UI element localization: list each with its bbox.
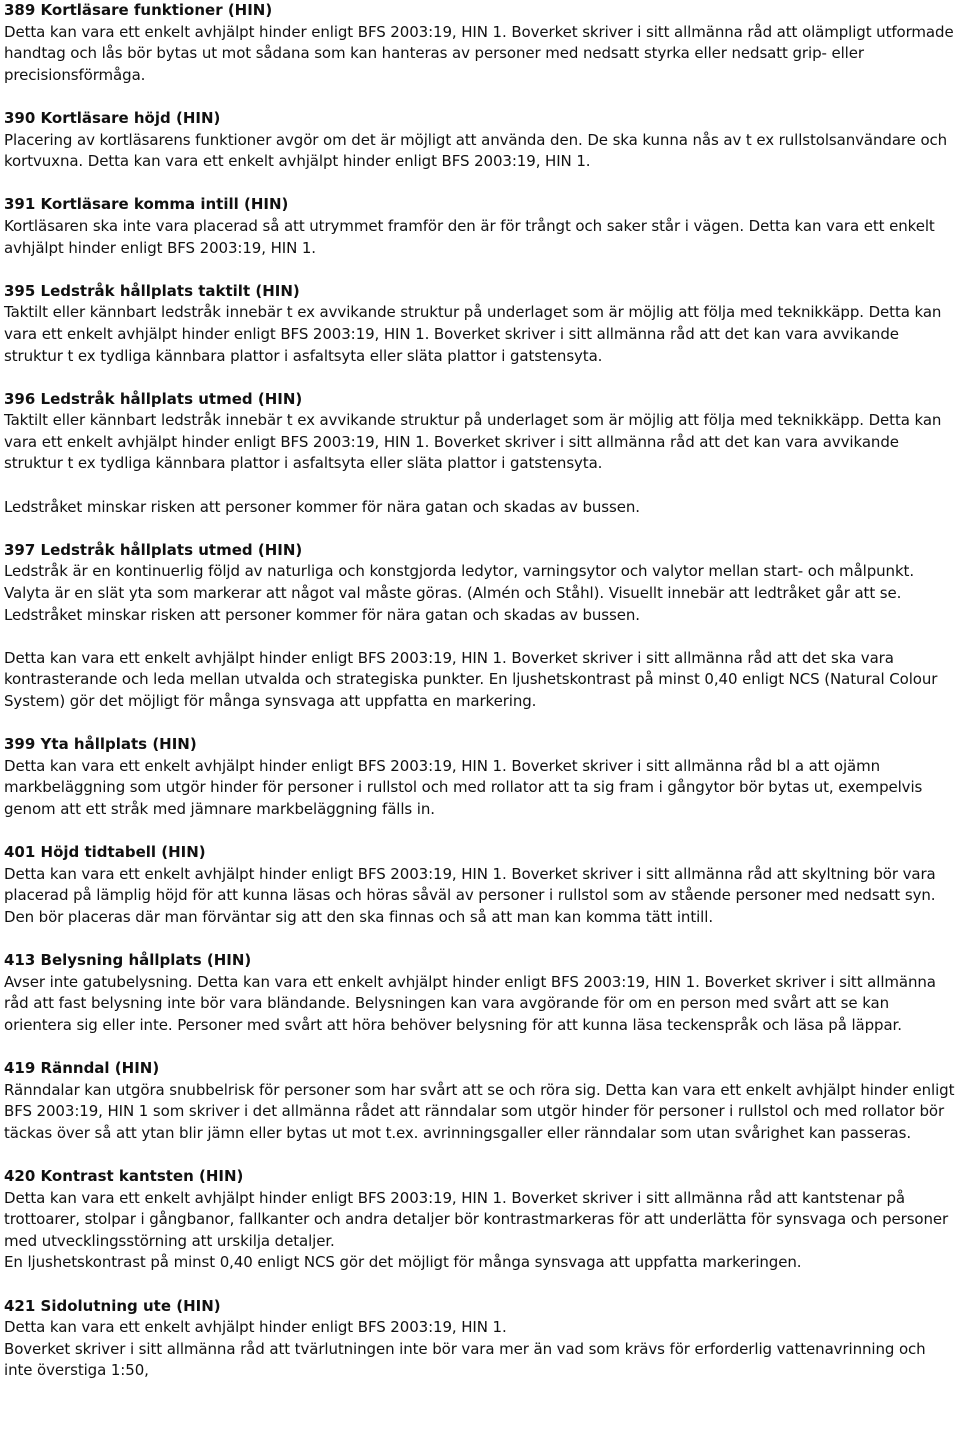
section-heading: 399 Yta hållplats (HIN) <box>4 735 197 754</box>
section-413 <box>4 950 956 1036</box>
section-gap <box>4 1037 956 1059</box>
section-paragraph: Ledstråket minskar risken att personer kommer för nära gatan och skadas av bussen. <box>4 605 640 624</box>
section-390 <box>4 108 956 173</box>
section-heading: 421 Sidolutning ute (HIN) <box>4 1296 221 1315</box>
section-396 <box>4 389 956 519</box>
section-419 <box>4 1058 956 1144</box>
section-gap <box>4 367 956 389</box>
section-heading: 391 Kortläsare komma intill (HIN) <box>4 195 289 214</box>
section-paragraph: Taktilt eller kännbart ledstråk innebär t ex avvikande struktur på underlaget som är möjlig att följa med teknikkäpp. Detta kan vara ett enkelt avhjälpt hinder enligt BFS 2003:19, HIN 1. Boverket skriver i sitt allmänna råd att det kan vara avvikande struktur t ex tydliga kännbara plattor i asfaltsyta eller släta plattor i gatstensyta. <box>4 303 942 365</box>
section-paragraph: Taktilt eller kännbart ledstråk innebär t ex avvikande struktur på underlaget som är möjlig att följa med teknikkäpp. Detta kan vara ett enkelt avhjälpt hinder enligt BFS 2003:19, HIN 1. Boverket skriver i sitt allmänna råd att det kan vara avvikande struktur t ex tydliga kännbara plattor i asfaltsyta eller släta plattor i gatstensyta. <box>4 411 942 473</box>
section-gap <box>4 821 956 843</box>
section-gap <box>4 929 956 951</box>
section-gap <box>4 259 956 281</box>
section-paragraph: Detta kan vara ett enkelt avhjälpt hinder enligt BFS 2003:19, HIN 1. Boverket skriver i sitt allmänna råd att det ska vara kontrasterande och leda mellan utvalda och strategiska punkter. En ljushetskontrast på minst 0,40 enligt NCS (Natural Colour System) gör det möjligt för många synsvaga att uppfatta en markering. <box>4 648 938 710</box>
section-paragraph: Detta kan vara ett enkelt avhjälpt hinder enligt BFS 2003:19, HIN 1. Boverket skriver i sitt allmänna råd att skyltning bör vara placerad på lämplig höjd för att kunna läsas och höras såväl av personer i rullstol som av stående personer med nedsatt syn. Den bör placeras där man förväntar sig att den ska finnas och så att man kan komma tätt intill. <box>4 864 936 926</box>
section-heading: 413 Belysning hållplats (HIN) <box>4 951 252 970</box>
section-399 <box>4 734 956 820</box>
section-gap <box>4 1144 956 1166</box>
section-gap <box>4 713 956 735</box>
section-gap <box>4 86 956 108</box>
section-paragraph: Kortläsaren ska inte vara placerad så att utrymmet framför den är för trångt och saker står i vägen. Detta kan vara ett enkelt avhjälpt hinder enligt BFS 2003:19, HIN 1. <box>4 216 935 257</box>
section-395 <box>4 281 956 367</box>
section-paragraph: Detta kan vara ett enkelt avhjälpt hinder enligt BFS 2003:19, HIN 1. <box>4 1318 507 1337</box>
section-paragraph: Detta kan vara ett enkelt avhjälpt hinder enligt BFS 2003:19, HIN 1. Boverket skriver i sitt allmänna råd bl a att ojämn markbeläggning som utgör hinder för personer i rullstol och med rollator att ta sig fram i gångytor bör bytas ut, exempelvis genom att ett stråk med jämnare markbeläggning fälls in. <box>4 756 923 818</box>
section-paragraph: En ljushetskontrast på minst 0,40 enligt NCS gör det möjligt för många synsvaga att uppfatta markeringen. <box>4 1253 802 1272</box>
section-paragraph: Ledstråket minskar risken att personer kommer för nära gatan och skadas av bussen. <box>4 497 640 516</box>
paragraph-gap <box>4 626 956 648</box>
section-paragraph: Detta kan vara ett enkelt avhjälpt hinder enligt BFS 2003:19, HIN 1. Boverket skriver i sitt allmänna råd att olämpligt utformade handtag och lås bör bytas ut mot sådana som kan hanteras av personer med nedsatt styrka eller nedsatt grip- eller precisionsförmåga. <box>4 22 954 84</box>
section-gap <box>4 1274 956 1296</box>
section-heading: 401 Höjd tidtabell (HIN) <box>4 843 206 862</box>
section-heading: 390 Kortläsare höjd (HIN) <box>4 108 221 127</box>
section-heading: 420 Kontrast kantsten (HIN) <box>4 1167 244 1186</box>
section-paragraph: Avser inte gatubelysning. Detta kan vara ett enkelt avhjälpt hinder enligt BFS 2003:19, HIN 1. Boverket skriver i sitt allmänna råd att fast belysning inte bör vara bländande. Belysningen kan vara avgörande för om en person med svårt att se kan orientera sig eller inte. Personer med svårt att höra behöver belysning för att kunna läsa teckenspråk och läsa på läppar. <box>4 972 936 1034</box>
section-paragraph: Detta kan vara ett enkelt avhjälpt hinder enligt BFS 2003:19, HIN 1. Boverket skriver i sitt allmänna råd att kantstenar på trottoarer, stolpar i gångbanor, fallkanter och andra detaljer bör kontrastmarkeras för att underlätta för synsvaga och personer med utvecklingsstörning att urskilja detaljer. <box>4 1188 949 1250</box>
section-heading: 389 Kortläsare funktioner (HIN) <box>4 1 273 19</box>
section-397 <box>4 540 956 713</box>
section-heading: 397 Ledstråk hållplats utmed (HIN) <box>4 540 303 559</box>
section-391 <box>4 194 956 259</box>
section-421 <box>4 1296 956 1382</box>
section-paragraph: Ledstråk är en kontinuerlig följd av naturliga och konstgjorda ledytor, varningsytor och valytor mellan start- och målpunkt. Valyta är en slät yta som markerar att något val måste göras. (Almén och Ståhl). Visuellt innebär att ledtråket går att se. <box>4 562 914 603</box>
section-paragraph: Placering av kortläsarens funktioner avgör om det är möjligt att använda den. De ska kunna nås av t ex rullstolsanvändare och kortvuxna. Detta kan vara ett enkelt avhjälpt hinder enligt BFS 2003:19, HIN 1. <box>4 130 948 171</box>
section-heading: 419 Ränndal (HIN) <box>4 1059 160 1078</box>
section-420 <box>4 1166 956 1274</box>
section-gap <box>4 173 956 195</box>
section-401 <box>4 842 956 928</box>
section-paragraph: Boverket skriver i sitt allmänna råd att tvärlutningen inte bör vara mer än vad som krävs för erforderlig vattenavrinning och inte överstiga 1:50, <box>4 1339 926 1380</box>
section-gap <box>4 518 956 540</box>
section-paragraph: Ränndalar kan utgöra snubbelrisk för personer som har svårt att se och röra sig. Detta kan vara ett enkelt avhjälpt hinder enligt BFS 2003:19, HIN 1 som skriver i det allmänna rådet att ränndalar som utgör hinder för personer i rullstol och med rollator bör täckas över så att ytan blir jämn eller bytas ut mot t.ex. avrinningsgaller eller ränndalar som utan svårighet kan passeras. <box>4 1080 955 1142</box>
section-heading: 396 Ledstråk hållplats utmed (HIN) <box>4 389 303 408</box>
section-heading: 395 Ledstråk hållplats taktilt (HIN) <box>4 281 300 300</box>
paragraph-gap <box>4 475 956 497</box>
section-389 <box>4 0 956 86</box>
